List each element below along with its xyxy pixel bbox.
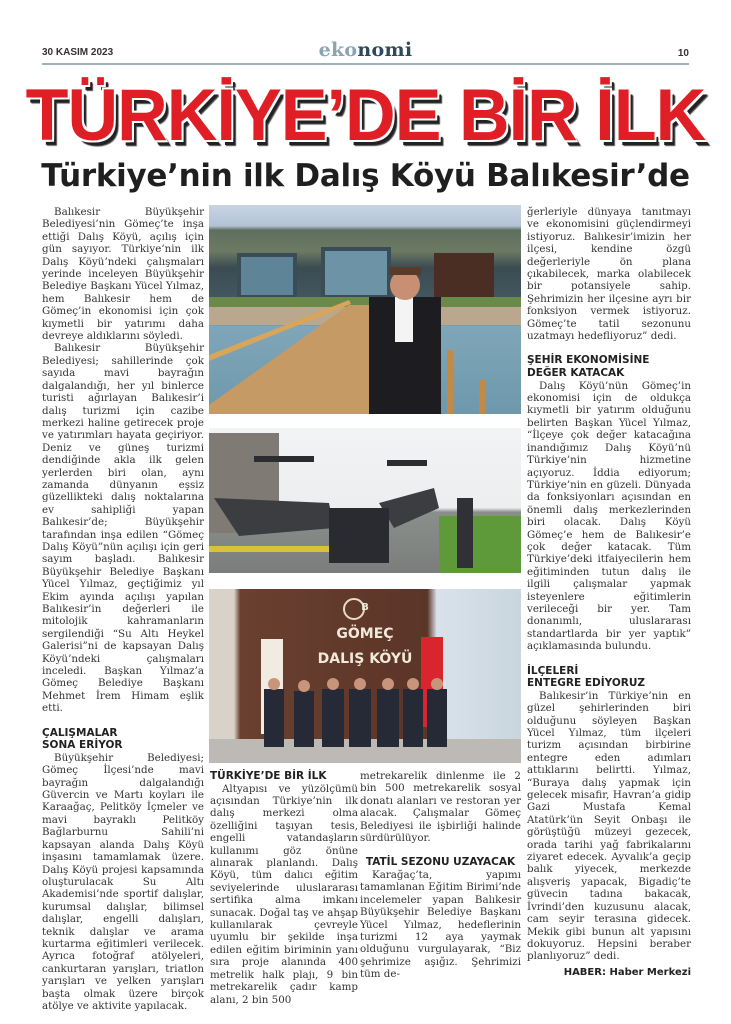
sign-line2: DALIŞ KÖYÜ: [317, 651, 413, 667]
paragraph: Balıkesir Büyükşehir Belediyesi’nin Gömeç’te inşa ettiği Dalış Köyü, açılış için gün sayıyor. Türkiye’nin ilk Dalış Köyü’ndeki çalışmaları yerinde inceleyen Büyükşehir Belediye Başkanı Yücel Yılmaz, hem Balıkesir hem de Gömeç’in ekonomisi için çok kıymetli bir yatırımı daha devreye aldıklarını söyledi.: [42, 206, 204, 343]
column-3: [527, 206, 691, 979]
paragraph: Balıkesir’in Türkiye’nin en güzel şehirlerinden biri olduğunu söyleyen Başkan Yücel Yılmaz, tüm ilçeleri turizm açısından birbirine entegre eden adımları attıklarını belirtti. Yılmaz, “Buraya dalış yapmak için gelecek misafir, Havran’a gidip Gazi Mustafa Kemal Atatürk’ün Seyit Onbaşı ile görüştüğü müzeyi gezecek, orada tarihi yağ fabrikalarını ziyaret edecek. Ayvalık’a geçip balık yiyecek, merkezde alışveriş yapacak, Bigadiç’te güvecin tadına bakacak, İvrindi’den kuzusunu alacak, cam seyir terasına gidecek. Mekik gibi bunun alt yapısını dokuyoruz. Hepsini beraber planlıyoruz” dedi.: [527, 689, 691, 963]
header-rule: [42, 63, 689, 65]
sign-line1: GÖMEÇ: [336, 626, 394, 642]
section-title-part1: eko: [318, 39, 358, 61]
subheading: TATİL SEZONU UZAYACAK: [365, 856, 516, 869]
column-2a: [210, 770, 358, 1006]
section-title: [0, 39, 731, 61]
boats-illustration: [209, 428, 521, 573]
column-2b: [360, 770, 521, 981]
subheading: İLÇELERİ: [527, 664, 579, 677]
pier-illustration: [209, 205, 521, 414]
subheading: SONA ERİYOR: [42, 739, 123, 752]
paragraph: ğerleriyle dünyaya tanıtmayı ve ekonomisini güçlendirmeyi istiyoruz. Balıkesir’imizin her ilçesi, kendine özgü değerleriyle ön plana çıkabilecek, marka olabilecek bir potansiyele sahip. Şehrimizin her ilçesine ayrı bir fonksiyon vermek istiyoruz. Gömeç’te tatil sezonunu uzatmayı hedefliyoruz” dedi.: [527, 206, 691, 343]
subheadline: Türkiye’nin ilk Dalış Köyü Balıkesir’de: [41, 158, 690, 194]
paragraph: Karağaç’ta, yapımı tamamlanan Eğitim Birimi’nde incelemeler yapan Balıkesir Büyükşehir Belediye Başkanı Yücel Yılmaz, hedeflerinin turizmi 12 aya yaymak olduğunu vurgulayarak, “Biz şehrimize aşığız. Şehrimizi tüm de-: [360, 869, 521, 981]
subheading: ÇALIŞMALAR: [42, 726, 118, 739]
subheading: ŞEHİR EKONOMİSİNE: [527, 354, 650, 367]
header-date: 30 KASIM 2023: [42, 47, 114, 58]
group-illustration: [209, 589, 521, 763]
subheading: ENTEGRE EDİYORUZ: [527, 677, 646, 690]
paragraph: Balıkesir Büyükşehir Belediyesi; sahillerinde çok sayıda mavi bayrağın dalgalandığı, her yıl binlerce turisti ağırlayan Balıkesir’i dalış turizmi için cazibe merkezi haline getirecek proje ve yatırımları hayata geçiriyor. Deniz ve güneş turizmi dendiğinde akla ilk gelen yerlerden biri olan, aynı zamanda dünyanın eşsiz güzellikteki dalış noktalarına ev sahipliği yapan Balıkesir’de; Büyükşehir tarafından inşa edilen “Gömeç Dalış Köyü”nün açılışı için geri sayım başladı. Balıkesir Büyükşehir Belediye Başkanı Yücel Yılmaz, geçtiğimiz yıl Ekim ayında açılışı yapılan Balıkesir’in değerleri ile mitolojik kahramanların sergilendiği “Su Altı Heykel Galerisi”ni de kapsayan Dalış Köyü’ndeki çalışmaları inceledi. Başkan Yılmaz’a Gömeç Belediye Başkanı Mehmet İrem Himam eşlik etti.: [42, 342, 204, 715]
photo-pier-mayor: [209, 205, 521, 414]
byline: HABER: Haber Merkezi: [563, 966, 691, 978]
photo-boats: [209, 428, 521, 573]
column-1: [42, 206, 204, 1012]
photo-group-diving-village: [209, 589, 521, 763]
paragraph: Büyükşehir Belediyesi; Gömeç İlçesi’nde mavi bayrağın dalgalandığı Güvercin ve Martı koyları ile Karaağaç, Pelitköy İçmeler ve mavi bayraklı Pelitköy Bağlarburnu Sahili’ni kapsayan alanda Dalış Köyü inşasını tamamlamak üzere. Dalış Köyü projesi kapsamında oluşturulacak Su Altı Akademisi’nde sportif dalışlar, kurumsal dalışlar, bilimsel dalışlar, engelli dalışları, teknik dalışlar ve arama kurtarma eğitimleri verilecek. Ayrıca fotoğraf atölyeleri, cankurtaran yarışları, triatlon yarışları ve yelken yarışları başta olmak üzere birçok atölye ve aktivite yapılacak.: [42, 751, 204, 1012]
headline: TÜRKİYE’DE BİR İLK: [25, 75, 706, 156]
paragraph: Altyapısı ve yüzölçümü açısından Türkiye’nin ilk dalış merkezi olma özelliğini taşıyan tesis, engelli vatandaşların kullanımı göz önüne alınarak planlandı. Dalış Köyü, tüm dalıcı eğitim seviyelerinde uluslararası sertifika alma imkanı sunacak. Doğal taş ve ahşap kullanılarak çevreyle uyumlu bir şekilde inşa edilen eğitim biriminin yanı sıra proje alanında 400 metrelik halk plajı, 9 bin metrekarelik çadır kamp alanı, 2 bin 500: [210, 782, 358, 1006]
paragraph: metrekarelik dinlenme ile 2 bin 500 metrekarelik sosyal donatı alanları ve restoran yer alacak. Çalışmalar Gömeç Belediyesi ile işbirliği halinde sürdürülüyor.: [360, 770, 521, 845]
subheading: DEĞER KATACAK: [527, 367, 625, 380]
subheading: TÜRKİYE’DE BİR İLK: [210, 770, 327, 782]
page-number: 10: [677, 48, 689, 59]
section-title-part2: nomi: [357, 39, 413, 61]
paragraph: Dalış Köyü’nün Gömeç’in ekonomisi için de oldukça kıymetli bir yatırım olduğunu belirten Başkan Yücel Yılmaz, “İlçeye çok değer katacağına inandığımız Dalış Köyü’nü Türkiye’nin hizmetine açıyoruz. İddia ediyorum; Türkiye’nin en güzeli. Dünyada da fonksiyonları açısından en önemli dalış merkezlerinden biri olacak. Dalış Köyü Gömeç’e hem de Balıkesir’e çok değer katacak. Tüm Türkiye’deki itfaiyecilerin hem eğitiminden tutun dalış ile ilgili çalışmalar yapmak isteyenlere eğitimlerin verileceği bir yer. Tam donanımlı, uluslararası standartlarda bir yer yaptık” açıklamasında bulundu.: [527, 379, 691, 653]
sign-logo: B: [361, 602, 369, 613]
